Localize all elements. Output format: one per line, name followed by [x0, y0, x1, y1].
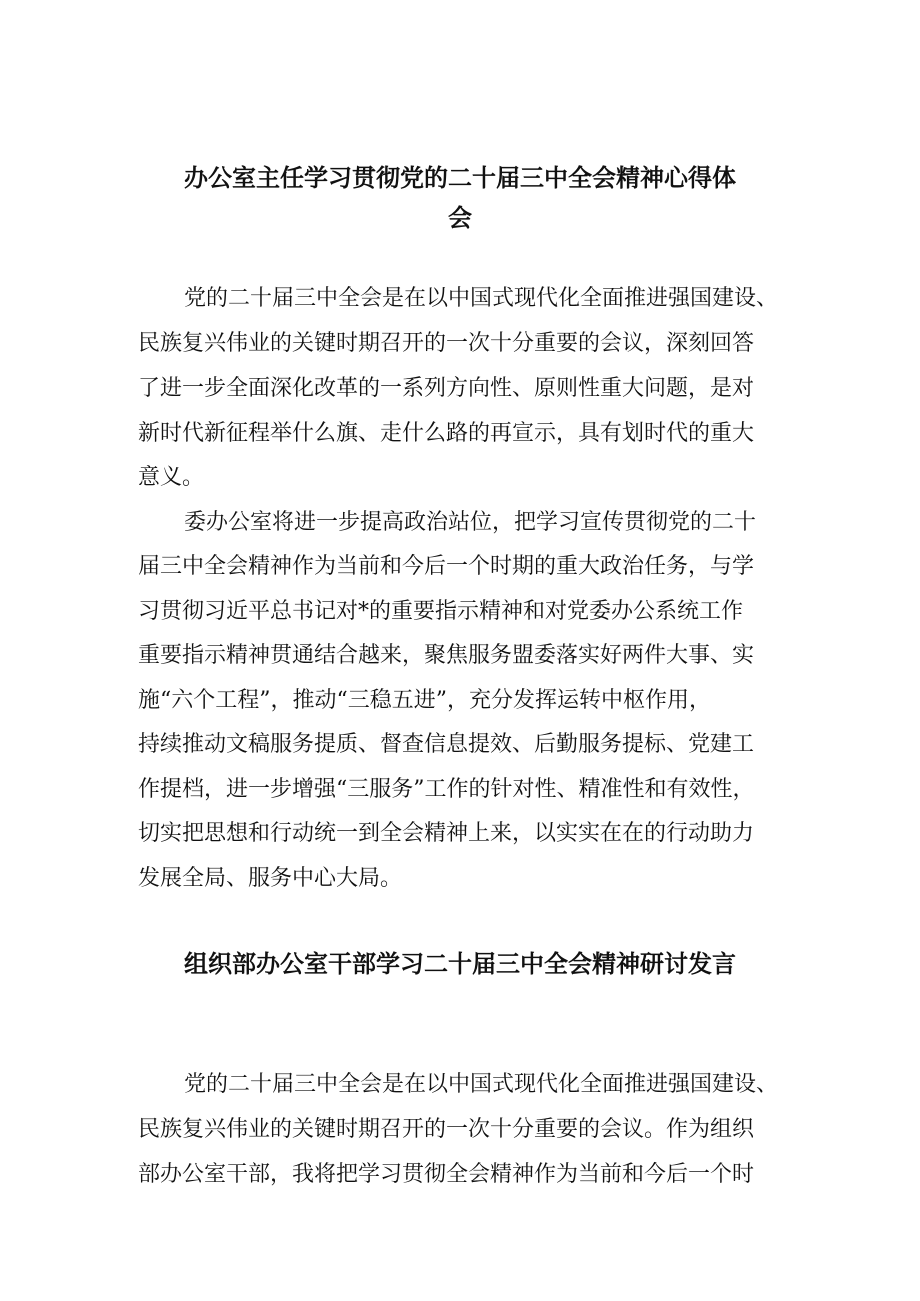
- paragraph-line: 党的二十届三中全会是在以中国式现代化全面推进强国建设、: [184, 1072, 779, 1097]
- paragraph-line: 施“六个工程”，推动“三稳五进”，充分发挥运转中枢作用，: [138, 688, 711, 713]
- title-line: 会: [448, 204, 472, 232]
- paragraph-line: 部办公室干部，我将把学习贯彻全会精神作为当前和今后一个时: [138, 1162, 755, 1187]
- paragraph-line: 切实把思想和行动统一到全会精神上来，以实实在在的行动助力: [138, 821, 755, 846]
- paragraph-line: 重要指示精神贯通结合越来，聚焦服务盟委落实好两件大事、实: [138, 643, 755, 668]
- title-line: 办公室主任学习贯彻党的二十届三中全会精神心得体: [184, 164, 736, 192]
- section-title: [140, 158, 780, 238]
- paragraph-line: 党的二十届三中全会是在以中国式现代化全面推进强国建设、: [184, 286, 779, 311]
- paragraph-line: 意义。: [138, 465, 205, 490]
- paragraph-line: 了进一步全面深化改革的一系列方向性、原则性重大问题，是对: [138, 376, 755, 401]
- section-title: [140, 944, 780, 984]
- title-line: 组织部办公室干部学习二十届三中全会精神研讨发言: [184, 950, 736, 978]
- paragraph-line: 委办公室将进一步提高政治站位，把学习宣传贯彻党的二十: [184, 510, 757, 535]
- paragraph-line: 新时代新征程举什么旗、走什么路的再宣示，具有划时代的重大: [138, 421, 755, 446]
- paragraph-line: 发展全局、服务中心大局。: [138, 866, 403, 891]
- paragraph-line: 作提档，进一步增强“三服务”工作的针对性、精准性和有效性，: [138, 777, 755, 802]
- paragraph-line: 习贯彻习近平总书记对*的重要指示精神和对党委办公系统工作: [138, 599, 744, 624]
- paragraph-line: 持续推动文稿服务提质、督查信息提效、后勤服务提标、党建工: [138, 732, 755, 757]
- paragraph-line: 届三中全会精神作为当前和今后一个时期的重大政治任务，与学: [138, 554, 755, 579]
- paragraph-line: 民族复兴伟业的关键时期召开的一次十分重要的会议，深刻回答: [138, 331, 755, 356]
- paragraph-line: 民族复兴伟业的关键时期召开的一次十分重要的会议。作为组织: [138, 1117, 755, 1142]
